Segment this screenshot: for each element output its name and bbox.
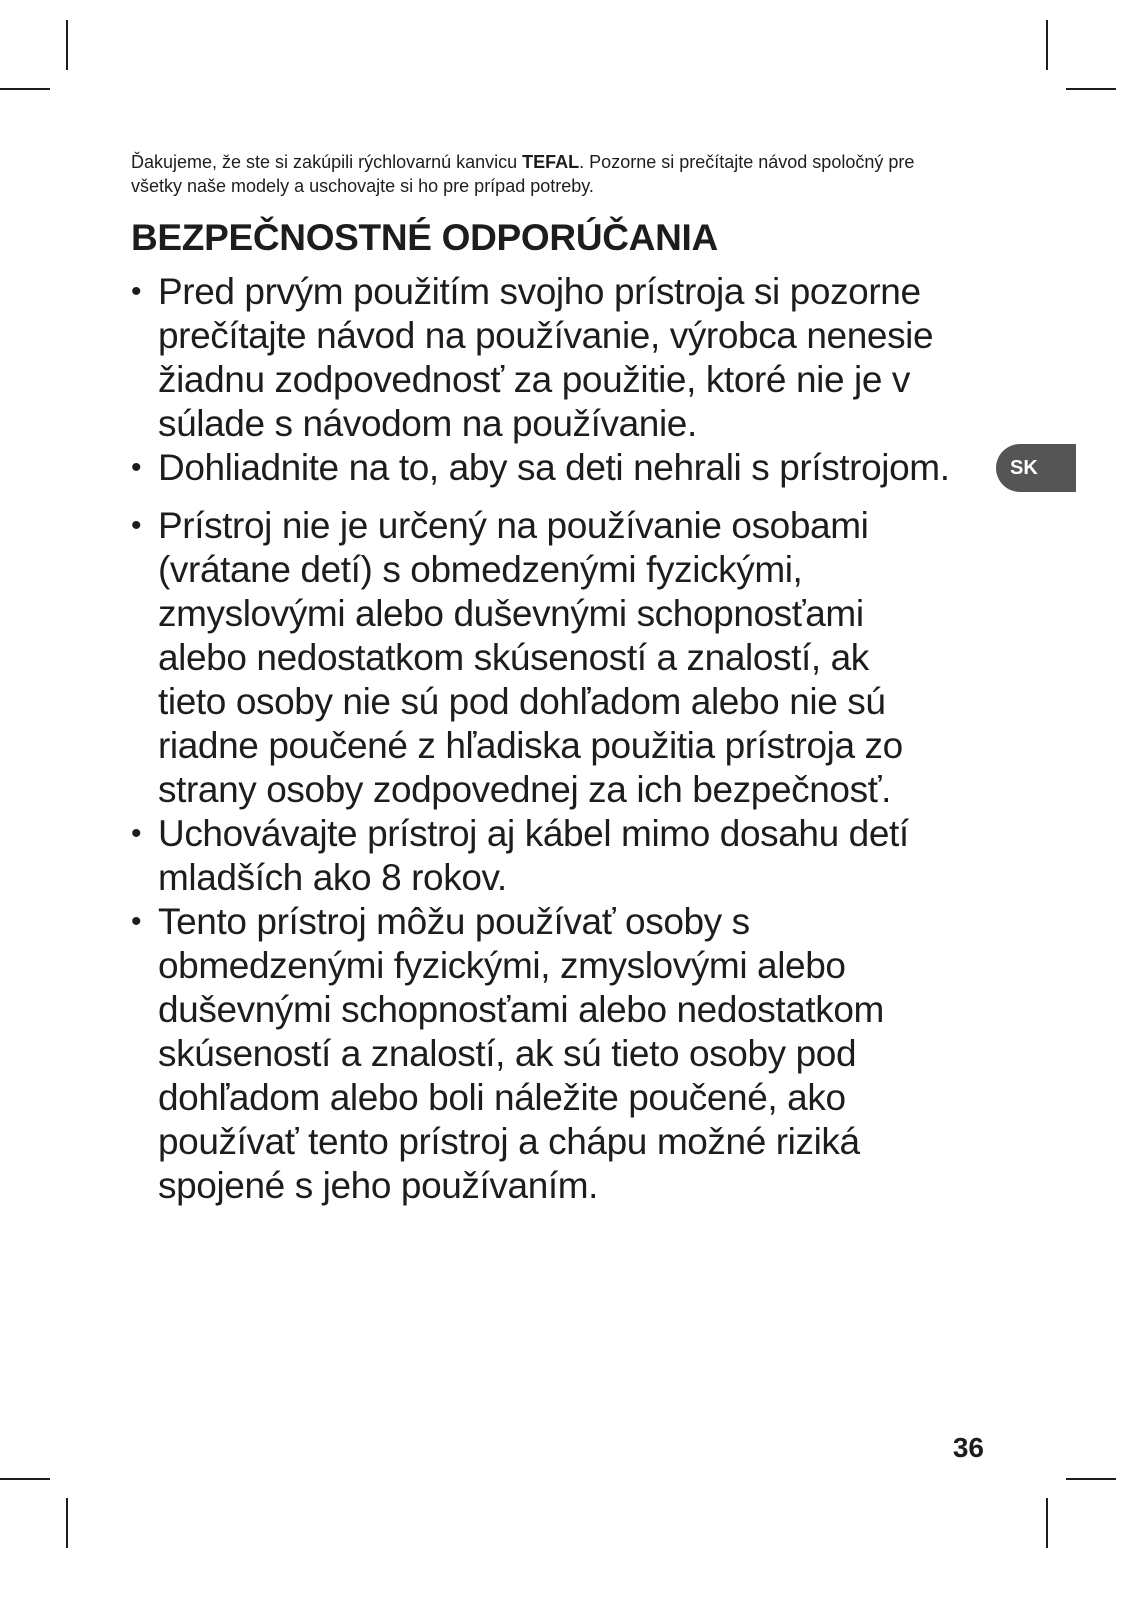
safety-bullet-list — [131, 270, 1021, 1208]
crop-mark-bottom-left-horizontal — [0, 1478, 50, 1480]
bullet-line: tieto osoby nie sú pod dohľadom alebo nie sú — [158, 681, 886, 722]
bullet-line: Pred prvým použitím svojho prístroja si pozorne — [158, 271, 921, 312]
bullet-line: (vrátane detí) s obmedzenými fyzickými, — [158, 549, 803, 590]
brand-name: TEFAL — [522, 152, 580, 172]
bullet-symbol: • — [131, 509, 142, 542]
bullet-line: Uchovávajte prístroj aj kábel mimo dosahu detí — [158, 813, 909, 854]
bullet-line: Dohliadnite na to, aby sa deti nehrali s prístrojom. — [158, 447, 950, 488]
bullet-line: Tento prístroj môžu používať osoby s — [158, 901, 750, 942]
crop-mark-top-right-vertical — [1046, 20, 1048, 70]
bullet-line: používať tento prístroj a chápu možné riziká — [158, 1121, 860, 1162]
intro-paragraph — [131, 150, 1031, 198]
safety-bullet-item — [131, 446, 1021, 490]
bullet-line: súlade s návodom na používanie. — [158, 403, 697, 444]
intro-line-1 — [131, 150, 1031, 174]
bullet-line: riadne poučené z hľadiska použitia prístroja zo — [158, 725, 903, 766]
bullet-line: duševnými schopnosťami alebo nedostatkom — [158, 989, 884, 1030]
safety-bullet-item — [131, 900, 1021, 1208]
bullet-symbol: • — [131, 817, 142, 850]
crop-mark-bottom-right-vertical — [1046, 1498, 1048, 1548]
bullet-line: alebo nedostatkom skúseností a znalostí, ak — [158, 637, 869, 678]
bullet-line: prečítajte návod na používanie, výrobca nenesie — [158, 315, 934, 356]
bullet-line: žiadnu zodpovednosť za použitie, ktoré nie je v — [158, 359, 911, 400]
crop-mark-bottom-right-horizontal — [1066, 1478, 1116, 1480]
bullet-line: mladších ako 8 rokov. — [158, 857, 507, 898]
intro-text-before-brand: Ďakujeme, že ste si zakúpili rýchlovarnú kanvicu — [131, 152, 523, 172]
bullet-symbol: • — [131, 275, 142, 308]
bullet-line: Prístroj nie je určený na používanie osobami — [158, 505, 869, 546]
section-title: BEZPEČNOSTNÉ ODPORÚČANIA — [131, 217, 718, 258]
bullet-symbol: • — [131, 905, 142, 938]
crop-mark-top-left-vertical — [66, 20, 68, 70]
safety-bullet-item — [131, 504, 1021, 812]
bullet-line: obmedzenými fyzickými, zmyslovými alebo — [158, 945, 846, 986]
bullet-line: spojené s jeho používaním. — [158, 1165, 599, 1206]
intro-line-2: všetky naše modely a uschovajte si ho pre prípad potreby. — [131, 176, 594, 196]
language-tab: SK — [996, 444, 1076, 492]
bullet-line: skúseností a znalostí, ak sú tieto osoby pod — [158, 1033, 857, 1074]
crop-mark-bottom-left-vertical — [66, 1498, 68, 1548]
crop-mark-top-left-horizontal — [0, 88, 50, 90]
page-number: 36 — [952, 1432, 984, 1463]
bullet-line: zmyslovými alebo duševnými schopnosťami — [158, 593, 864, 634]
bullet-symbol: • — [131, 451, 142, 484]
safety-bullet-item — [131, 270, 1021, 446]
bullet-line: dohľadom alebo boli náležite poučené, ako — [158, 1077, 846, 1118]
safety-bullet-item — [131, 812, 1021, 900]
intro-text-after-brand: . Pozorne si prečítajte návod spoločný pre — [579, 152, 915, 172]
bullet-line: strany osoby zodpovednej za ich bezpečnosť. — [158, 769, 892, 810]
crop-mark-top-right-horizontal — [1066, 88, 1116, 90]
